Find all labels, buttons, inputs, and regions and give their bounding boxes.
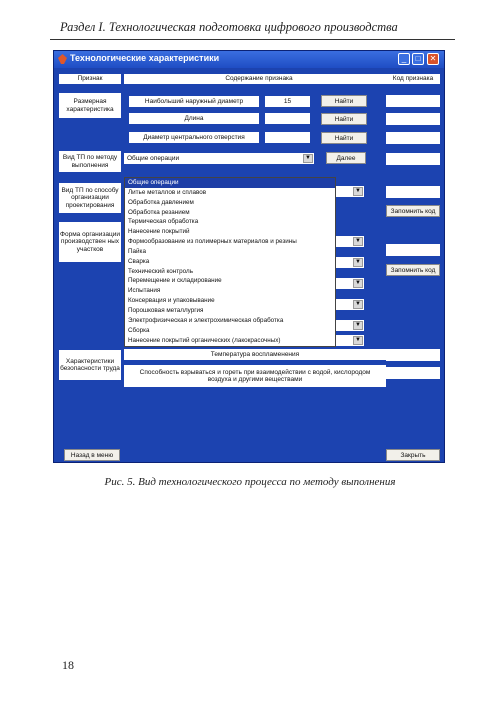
size-label-length: Длина (129, 113, 259, 124)
dropdown-option[interactable]: Сварка (128, 257, 150, 265)
length-value-field[interactable] (265, 113, 310, 124)
dropdown-option[interactable]: Общие операции (125, 178, 335, 188)
code-field-hole-diameter[interactable] (386, 132, 440, 144)
page-number: 18 (62, 658, 74, 672)
column-header-content: Содержание признака (124, 74, 394, 84)
dropdown-option[interactable]: Формообразование из полимерных материалов и резины (128, 238, 297, 246)
remember-code-button-2[interactable]: Запомнить код (386, 264, 440, 276)
column-header-code: Код признака (386, 74, 440, 84)
window-title: Технологические характеристики (70, 53, 220, 63)
minimize-button[interactable]: _ (398, 53, 410, 65)
code-field-method[interactable] (386, 153, 440, 165)
find-hole-diameter-button[interactable]: Найти (321, 132, 367, 144)
code-field-safety-2[interactable] (386, 367, 440, 379)
app-window (53, 50, 445, 463)
header-rule (50, 39, 455, 40)
close-window-button[interactable]: ✕ (427, 53, 439, 65)
organization-combo[interactable] (336, 186, 364, 197)
chevron-down-icon[interactable]: ▼ (353, 321, 363, 330)
app-icon (58, 54, 67, 64)
chevron-down-icon[interactable]: ▼ (353, 187, 363, 196)
production-form-combo-2[interactable] (336, 257, 364, 268)
dropdown-option[interactable]: Пайка (128, 247, 146, 255)
find-diameter-button[interactable]: Найти (321, 95, 367, 107)
remember-code-button-1[interactable]: Запомнить код (386, 205, 440, 217)
code-field-production-form[interactable] (386, 244, 440, 256)
close-button[interactable]: Закрыть (386, 449, 440, 461)
section-size: Размерная характеристика (59, 93, 121, 118)
chevron-down-icon[interactable]: ▼ (353, 237, 363, 246)
method-combo[interactable] (124, 153, 314, 164)
maximize-button[interactable]: □ (412, 53, 424, 65)
method-dropdown-list[interactable] (124, 177, 336, 347)
production-form-combo-1[interactable] (336, 236, 364, 247)
code-field-organization[interactable] (386, 186, 440, 198)
chevron-down-icon[interactable]: ▼ (353, 258, 363, 267)
chevron-down-icon[interactable]: ▼ (303, 154, 313, 163)
dropdown-option[interactable]: Порошковая металлургия (128, 306, 204, 314)
dropdown-option[interactable]: Термическая обработка (128, 218, 199, 226)
dropdown-option[interactable]: Обработка резанием (128, 208, 190, 216)
section-organization-method: Вид ТП по способу организации проектирования (59, 183, 121, 213)
section-method: Вид ТП по методу выполнения (59, 151, 121, 172)
figure-caption: Рис. 5. Вид технологического процесса по методу выполнения (104, 476, 396, 488)
production-form-combo-5[interactable] (336, 320, 364, 331)
dropdown-option[interactable]: Нанесение покрытий (128, 228, 190, 236)
dropdown-option[interactable]: Электрофизическая и электрохимическая обработка (128, 316, 284, 324)
dropdown-option[interactable]: Перемещение и складирование (128, 277, 222, 285)
chevron-down-icon[interactable]: ▼ (353, 336, 363, 345)
dropdown-option[interactable]: Испытания (128, 287, 161, 295)
dropdown-option[interactable]: Консервация и упаковывание (128, 297, 215, 305)
size-label-hole-diameter: Диаметр центрального отверстия (129, 132, 259, 143)
dropdown-option[interactable]: Литье металлов и сплавов (128, 188, 207, 196)
find-length-button[interactable]: Найти (321, 113, 367, 125)
back-to-menu-button[interactable]: Назад в меню (64, 449, 120, 461)
section-safety: Характеристики безопасности труда (59, 350, 121, 380)
safety-field-flash-point: Температура воспламенения (124, 349, 386, 360)
code-field-diameter[interactable] (386, 95, 440, 107)
chevron-down-icon[interactable]: ▼ (353, 279, 363, 288)
safety-field-explosiveness: Способность взрываться и гореть при взаимодействии с водой, кислородом воздуха и другими веществами (124, 365, 386, 387)
hole-diameter-value-field[interactable] (265, 132, 310, 143)
dropdown-option[interactable]: Технический контроль (128, 267, 193, 275)
code-field-safety-1[interactable] (386, 349, 440, 361)
production-form-combo-4[interactable] (336, 299, 364, 310)
method-combo-value: Общие операции (127, 154, 180, 162)
page-header: Раздел I. Технологическая подготовка цифрового производства (60, 20, 398, 34)
title-bar (54, 51, 444, 68)
next-button[interactable]: Далее (326, 152, 366, 164)
column-header-feature: Признак (59, 74, 121, 84)
diameter-value-field[interactable]: 15 (265, 96, 310, 107)
chevron-down-icon[interactable]: ▼ (353, 300, 363, 309)
size-label-diameter: Наибольший наружный диаметр (129, 96, 259, 107)
dropdown-option[interactable]: Сборка (128, 326, 150, 334)
production-form-combo-3[interactable] (336, 278, 364, 289)
dropdown-option[interactable]: Обработка давлением (128, 198, 194, 206)
section-production-form: Форма организации производствен ных участков (59, 222, 121, 262)
code-field-length[interactable] (386, 113, 440, 125)
dropdown-option[interactable]: Нанесение покрытий органических (лакокрасочных) (128, 336, 281, 344)
production-form-combo-6[interactable] (336, 335, 364, 346)
